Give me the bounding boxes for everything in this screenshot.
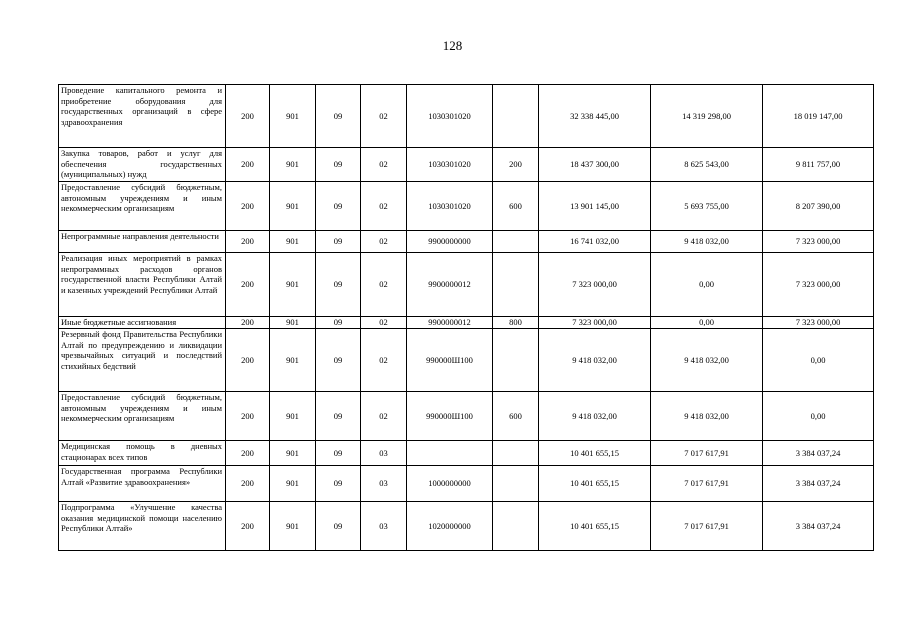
row-name-cell: Предоставление субсидий бюджетным, автономным учреждениям и иным некоммерческим организациям: [59, 392, 226, 441]
target-article-cell: [407, 441, 493, 466]
expense-type-cell: [493, 329, 539, 392]
target-article-cell: 9900000012: [407, 253, 493, 317]
target-article-cell: 9900000012: [407, 317, 493, 329]
sum-federal-cell: 9 418 032,00: [651, 392, 763, 441]
expense-type-cell: [493, 466, 539, 502]
section-code-cell: 09: [316, 441, 361, 466]
sum-regional-cell: 0,00: [763, 392, 874, 441]
ministry-code-cell: 901: [270, 466, 316, 502]
row-name-cell: Непрограммные направления деятельности: [59, 231, 226, 253]
sum-regional-cell: 18 019 147,00: [763, 85, 874, 148]
subsection-code-cell: 03: [361, 466, 407, 502]
sum-federal-cell: 7 017 617,91: [651, 441, 763, 466]
expense-type-cell: [493, 253, 539, 317]
expense-type-cell: 600: [493, 392, 539, 441]
section-code-cell: 09: [316, 231, 361, 253]
admin-code-cell: 200: [226, 502, 270, 551]
target-article-cell: 1030301020: [407, 182, 493, 231]
expense-type-cell: [493, 231, 539, 253]
table-row: [59, 466, 874, 502]
row-name-cell: Реализация иных мероприятий в рамках непрограммных расходов органов государственной власти Республики Алтай и казенных учреждений Республики Алтай: [59, 253, 226, 317]
expense-type-cell: [493, 85, 539, 148]
page-number: 128: [442, 38, 463, 53]
row-name-cell: Резервный фонд Правительства Республики Алтай по предупреждению и ликвидации чрезвычайных ситуаций и последствий стихийных бедствий: [59, 329, 226, 392]
expense-type-cell: 800: [493, 317, 539, 329]
sum-federal-cell: 5 693 755,00: [651, 182, 763, 231]
table-row: [59, 502, 874, 551]
sum-total-cell: 18 437 300,00: [539, 148, 651, 182]
table-row: [59, 317, 874, 329]
ministry-code-cell: 901: [270, 317, 316, 329]
budget-table-body: [59, 85, 874, 551]
target-article-cell: 990000Ш100: [407, 392, 493, 441]
budget-table: [58, 84, 874, 551]
sum-total-cell: 10 401 655,15: [539, 502, 651, 551]
section-code-cell: 09: [316, 317, 361, 329]
admin-code-cell: 200: [226, 441, 270, 466]
target-article-cell: 1030301020: [407, 85, 493, 148]
row-name-cell: Закупка товаров, работ и услуг для обеспечения государственных (муниципальных) нужд: [59, 148, 226, 182]
section-code-cell: 09: [316, 466, 361, 502]
section-code-cell: 09: [316, 392, 361, 441]
sum-total-cell: 32 338 445,00: [539, 85, 651, 148]
section-code-cell: 09: [316, 182, 361, 231]
expense-type-cell: 600: [493, 182, 539, 231]
sum-regional-cell: 7 323 000,00: [763, 253, 874, 317]
sum-regional-cell: 3 384 037,24: [763, 466, 874, 502]
subsection-code-cell: 02: [361, 148, 407, 182]
target-article-cell: 9900000000: [407, 231, 493, 253]
expense-type-cell: 200: [493, 148, 539, 182]
table-row: [59, 148, 874, 182]
sum-federal-cell: 8 625 543,00: [651, 148, 763, 182]
admin-code-cell: 200: [226, 231, 270, 253]
row-name-cell: Проведение капитального ремонта и приобретение оборудования для государственных организаций в сфере здравоохранения: [59, 85, 226, 148]
sum-regional-cell: 8 207 390,00: [763, 182, 874, 231]
table-row: [59, 253, 874, 317]
ministry-code-cell: 901: [270, 231, 316, 253]
sum-total-cell: 10 401 655,15: [539, 441, 651, 466]
subsection-code-cell: 02: [361, 85, 407, 148]
row-name-cell: Предоставление субсидий бюджетным, автономным учреждениям и иным некоммерческим организациям: [59, 182, 226, 231]
section-code-cell: 09: [316, 253, 361, 317]
row-name-cell: Государственная программа Республики Алтай «Развитие здравоохранения»: [59, 466, 226, 502]
sum-federal-cell: 0,00: [651, 253, 763, 317]
sum-total-cell: 7 323 000,00: [539, 317, 651, 329]
sum-total-cell: 9 418 032,00: [539, 329, 651, 392]
sum-total-cell: 10 401 655,15: [539, 466, 651, 502]
subsection-code-cell: 03: [361, 441, 407, 466]
sum-federal-cell: 9 418 032,00: [651, 329, 763, 392]
subsection-code-cell: 02: [361, 329, 407, 392]
expense-type-cell: [493, 502, 539, 551]
ministry-code-cell: 901: [270, 85, 316, 148]
sum-federal-cell: 9 418 032,00: [651, 231, 763, 253]
admin-code-cell: 200: [226, 329, 270, 392]
section-code-cell: 09: [316, 85, 361, 148]
sum-federal-cell: 7 017 617,91: [651, 466, 763, 502]
target-article-cell: 990000Ш100: [407, 329, 493, 392]
subsection-code-cell: 03: [361, 502, 407, 551]
admin-code-cell: 200: [226, 85, 270, 148]
subsection-code-cell: 02: [361, 253, 407, 317]
sum-total-cell: 7 323 000,00: [539, 253, 651, 317]
table-row: [59, 329, 874, 392]
admin-code-cell: 200: [226, 317, 270, 329]
sum-regional-cell: 7 323 000,00: [763, 317, 874, 329]
admin-code-cell: 200: [226, 182, 270, 231]
table-row: [59, 231, 874, 253]
sum-total-cell: 16 741 032,00: [539, 231, 651, 253]
ministry-code-cell: 901: [270, 182, 316, 231]
admin-code-cell: 200: [226, 466, 270, 502]
target-article-cell: 1000000000: [407, 466, 493, 502]
ministry-code-cell: 901: [270, 441, 316, 466]
target-article-cell: 1030301020: [407, 148, 493, 182]
table-row: [59, 85, 874, 148]
sum-total-cell: 13 901 145,00: [539, 182, 651, 231]
section-code-cell: 09: [316, 502, 361, 551]
expense-type-cell: [493, 441, 539, 466]
subsection-code-cell: 02: [361, 182, 407, 231]
sum-regional-cell: 3 384 037,24: [763, 502, 874, 551]
admin-code-cell: 200: [226, 392, 270, 441]
subsection-code-cell: 02: [361, 392, 407, 441]
admin-code-cell: 200: [226, 148, 270, 182]
ministry-code-cell: 901: [270, 502, 316, 551]
table-row: [59, 182, 874, 231]
sum-federal-cell: 14 319 298,00: [651, 85, 763, 148]
section-code-cell: 09: [316, 148, 361, 182]
sum-federal-cell: 7 017 617,91: [651, 502, 763, 551]
ministry-code-cell: 901: [270, 148, 316, 182]
table-row: [59, 441, 874, 466]
admin-code-cell: 200: [226, 253, 270, 317]
ministry-code-cell: 901: [270, 253, 316, 317]
sum-total-cell: 9 418 032,00: [539, 392, 651, 441]
subsection-code-cell: 02: [361, 317, 407, 329]
sum-regional-cell: 0,00: [763, 329, 874, 392]
sum-regional-cell: 7 323 000,00: [763, 231, 874, 253]
target-article-cell: 1020000000: [407, 502, 493, 551]
ministry-code-cell: 901: [270, 392, 316, 441]
section-code-cell: 09: [316, 329, 361, 392]
row-name-cell: Медицинская помощь в дневных стационарах всех типов: [59, 441, 226, 466]
sum-regional-cell: 9 811 757,00: [763, 148, 874, 182]
subsection-code-cell: 02: [361, 231, 407, 253]
row-name-cell: Иные бюджетные ассигнования: [59, 317, 226, 329]
table-row: [59, 392, 874, 441]
ministry-code-cell: 901: [270, 329, 316, 392]
sum-regional-cell: 3 384 037,24: [763, 441, 874, 466]
sum-federal-cell: 0,00: [651, 317, 763, 329]
row-name-cell: Подпрограмма «Улучшение качества оказания медицинской помощи населению Республики Алтай»: [59, 502, 226, 551]
